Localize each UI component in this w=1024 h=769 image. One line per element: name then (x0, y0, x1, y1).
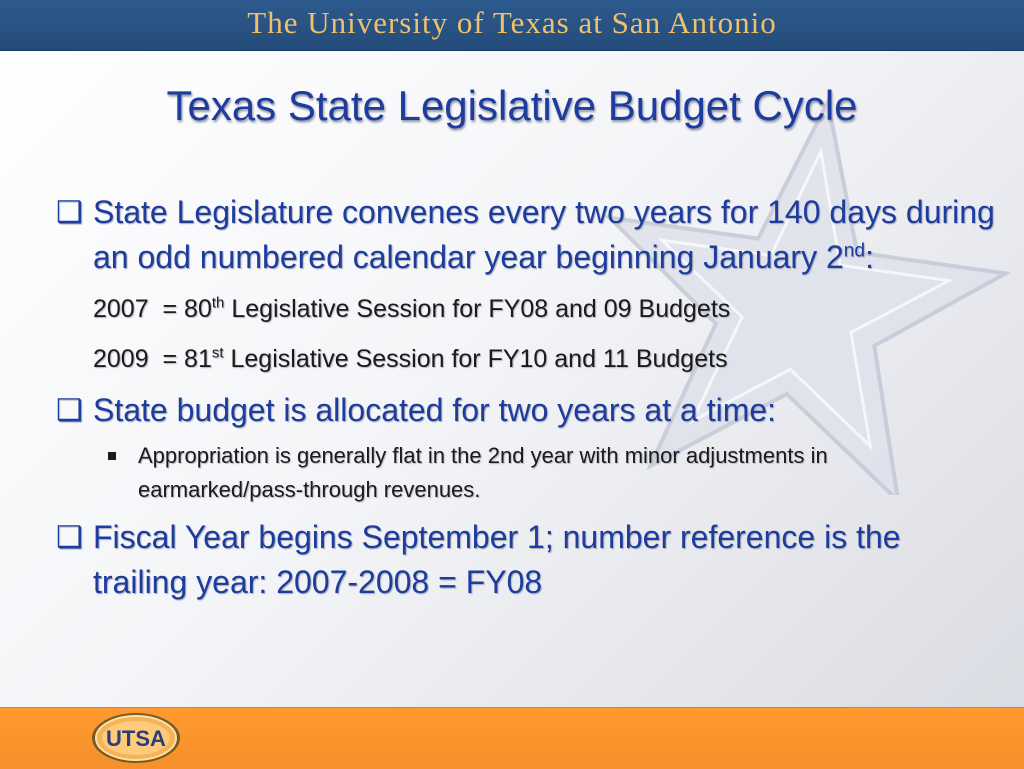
utsa-logo-icon (90, 711, 182, 765)
ordinal-suffix: st (211, 344, 224, 362)
ordinal-suffix: nd (843, 240, 866, 262)
session-prefix: 2007 = 80 (93, 295, 212, 323)
session-suffix: Legislative Session for FY10 and 11 Budgets (223, 345, 728, 373)
bullet-text-end: : (865, 239, 874, 275)
hollow-square-bullet-icon: ❑ (56, 196, 83, 229)
session-line-2009 (56, 334, 996, 384)
session-line-2007 (56, 284, 996, 334)
session-prefix: 2009 = 81 (93, 345, 212, 373)
bullet-text: State Legislature convenes every two years for 140 days during an odd numbered calendar year beginning January 2 (93, 194, 995, 275)
bullet-budget-allocation (56, 388, 996, 433)
hollow-square-bullet-icon: ❑ (56, 521, 83, 554)
hollow-square-bullet-icon: ❑ (56, 394, 83, 427)
slide-content (56, 190, 996, 605)
slide-title: Texas State Legislative Budget Cycle (166, 82, 858, 129)
bullet-fiscal-year (56, 515, 996, 605)
sub-bullet-appropriation (56, 439, 996, 507)
sub-bullet-text: Appropriation is generally flat in the 2nd year with minor adjustments in earmarked/pass-through revenues. (138, 443, 828, 502)
bullet-legislature (56, 190, 996, 280)
logo-text: UTSA (106, 726, 166, 751)
bullet-text: State budget is allocated for two years at a time: (93, 392, 777, 428)
filled-square-bullet-icon (108, 452, 116, 460)
ordinal-suffix: th (211, 294, 225, 312)
session-suffix: Legislative Session for FY08 and 09 Budgets (224, 295, 731, 323)
header-title: The University of Texas at San Antonio (247, 5, 777, 40)
bullet-text: Fiscal Year begins September 1; number reference is the trailing year: 2007-2008 = FY08 (93, 519, 901, 600)
